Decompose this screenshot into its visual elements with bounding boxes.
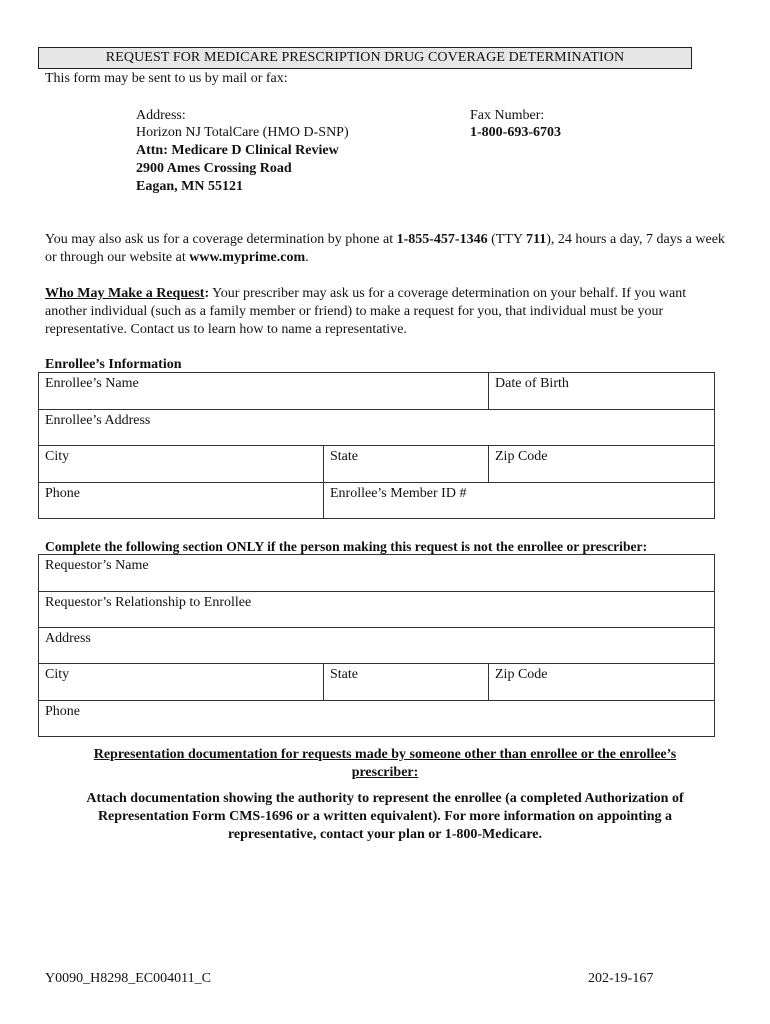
footer-form-code: Y0090_H8298_EC004011_C: [45, 971, 211, 986]
enrollee-heading: Enrollee’s Information: [45, 357, 182, 372]
requestor-address-field[interactable]: Address: [39, 628, 715, 664]
requestor-phone-field[interactable]: Phone: [39, 701, 715, 737]
representation-text: Attach documentation showing the authority to represent the enrollee (a completed Authorization of Representation Form CMS-1696 or a written equivalent). For more information on appointing a representative, contact your plan or 1-800-Medicare.: [86, 791, 684, 842]
requestor-name-field[interactable]: Requestor’s Name: [39, 555, 715, 592]
address-line-4: Eagan, MN 55121: [136, 179, 243, 194]
enrollee-phone-field[interactable]: Phone: [39, 483, 324, 519]
enrollee-member-id-field[interactable]: Enrollee’s Member ID #: [324, 483, 715, 519]
enrollee-table: [38, 372, 715, 519]
enrollee-name-field[interactable]: Enrollee’s Name: [39, 373, 489, 410]
requestor-state-field[interactable]: State: [324, 664, 489, 701]
requestor-city-field[interactable]: City: [39, 664, 324, 701]
representation-heading: Representation documentation for requests made by someone other than enrollee or the enrollee’s prescriber:: [93, 747, 677, 780]
intro-text: This form may be sent to us by mail or fax:: [45, 71, 288, 86]
address-line-3: 2900 Ames Crossing Road: [136, 161, 292, 176]
footer-reference-number: 202-19-167: [588, 971, 654, 986]
address-label: Address:: [136, 108, 186, 123]
address-line-1: Horizon NJ TotalCare (HMO D-SNP): [136, 125, 349, 140]
who-may-paragraph: Who May Make a Request: Your prescriber may ask us for a coverage determination on your behalf. If you want another individual (such as a family member or friend) to make a request for you, that individual must be your representative. Contact us to learn how to name a representative.: [45, 286, 687, 337]
requestor-heading: Complete the following section ONLY if the person making this request is not the enrollee or prescriber:: [45, 539, 648, 554]
website-link[interactable]: www.myprime.com: [189, 250, 306, 265]
requestor-table: [38, 554, 715, 737]
requestor-zip-field[interactable]: Zip Code: [489, 664, 715, 701]
who-may-heading: Who May Make a Request: [45, 286, 205, 301]
enrollee-state-field[interactable]: State: [324, 446, 489, 483]
fax-label: Fax Number:: [470, 108, 545, 123]
requestor-relationship-field[interactable]: Requestor’s Relationship to Enrollee: [39, 592, 715, 628]
enrollee-zip-field[interactable]: Zip Code: [489, 446, 715, 483]
address-line-2: Attn: Medicare D Clinical Review: [136, 143, 339, 158]
enrollee-city-field[interactable]: City: [39, 446, 324, 483]
phone-paragraph: You may also ask us for a coverage determination by phone at 1-855-457-1346 (TTY 711), 24 hours a day, 7 days a week or through our website at www.myprime.com.: [45, 232, 725, 265]
form-title: REQUEST FOR MEDICARE PRESCRIPTION DRUG COVERAGE DETERMINATION: [38, 47, 692, 69]
phone-number: 1-855-457-1346: [396, 232, 488, 247]
enrollee-dob-field[interactable]: Date of Birth: [489, 373, 715, 410]
tty-number: 711: [525, 232, 547, 247]
fax-number: 1-800-693-6703: [470, 125, 561, 140]
enrollee-address-field[interactable]: Enrollee’s Address: [39, 410, 715, 446]
